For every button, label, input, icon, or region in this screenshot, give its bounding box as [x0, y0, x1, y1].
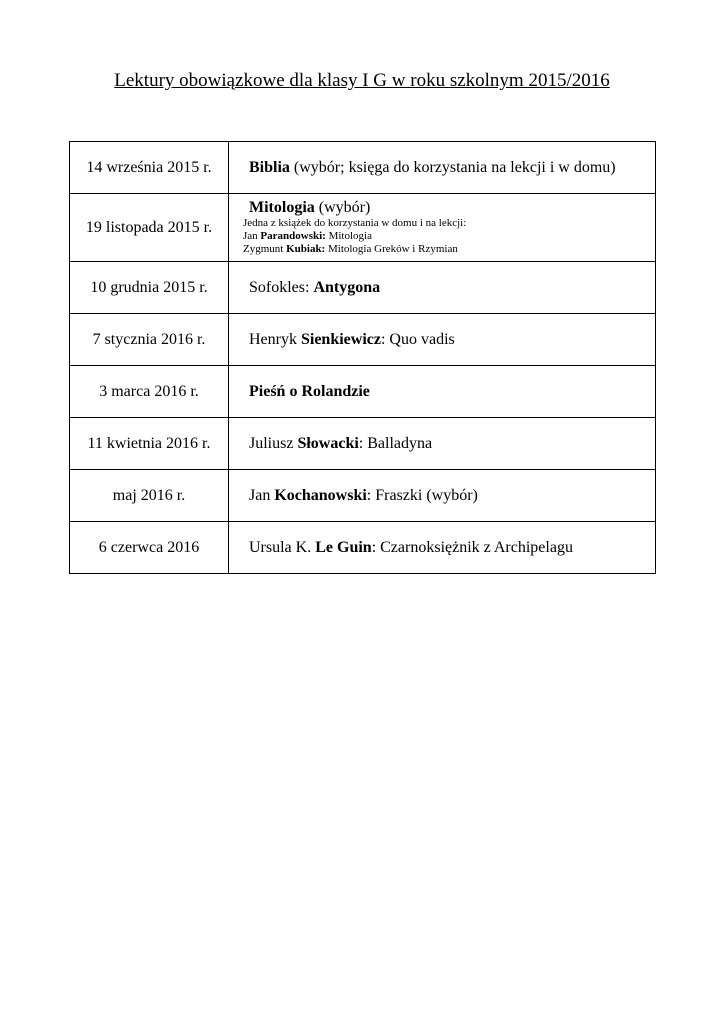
author-name: Henryk — [249, 330, 301, 348]
work-title-bold: Sienkiewicz — [300, 330, 381, 348]
table-row — [70, 418, 656, 470]
reading-date: 7 stycznia 2016 r. — [70, 314, 229, 366]
reading-details: : Czarnoksiężnik z Archipelagu — [371, 538, 573, 556]
reading-date: 3 marca 2016 r. — [70, 366, 229, 418]
work-title-bold: Słowacki — [297, 434, 359, 452]
author-name: Juliusz — [249, 434, 298, 452]
reading-details: : Balladyna — [358, 434, 433, 452]
work-title-bold: Kochanowski — [274, 486, 367, 504]
table-row — [70, 522, 656, 574]
reading-title — [229, 262, 656, 314]
author-name: Jan — [249, 486, 275, 504]
reading-title — [229, 142, 656, 194]
author-name: Ursula K. — [249, 538, 316, 556]
reading-date: 6 czerwca 2016 — [70, 522, 229, 574]
reading-details: (wybór) — [314, 199, 371, 216]
reading-option — [243, 230, 655, 243]
reading-date: 14 września 2015 r. — [70, 142, 229, 194]
option-title: Mitologia Greków i Rzymian — [325, 243, 458, 255]
table-row — [70, 314, 656, 366]
reading-title — [229, 366, 656, 418]
work-title-bold: Antygona — [313, 278, 381, 296]
reading-details: : Quo vadis — [380, 330, 455, 348]
work-title-bold: Biblia — [249, 158, 290, 176]
table-row — [70, 142, 656, 194]
reading-list-table — [69, 141, 656, 574]
reading-title — [229, 522, 656, 574]
reading-date: 19 listopada 2015 r. — [70, 194, 229, 262]
author-name: Zygmunt — [243, 243, 287, 255]
reading-title — [229, 470, 656, 522]
author-name: Sofokles: — [249, 278, 314, 296]
reading-option — [243, 243, 655, 256]
table-row — [70, 366, 656, 418]
reading-title — [229, 418, 656, 470]
work-title-bold: Mitologia — [249, 199, 315, 216]
table-row — [70, 470, 656, 522]
option-title: Mitologia — [325, 230, 372, 242]
author-surname: Kubiak: — [286, 243, 326, 255]
reading-details: : Fraszki (wybór) — [366, 486, 478, 504]
table-row — [70, 262, 656, 314]
reading-date: 10 grudnia 2015 r. — [70, 262, 229, 314]
work-title-bold: Pieśń o Rolandzie — [249, 382, 370, 400]
reading-title — [229, 314, 656, 366]
reading-date: maj 2016 r. — [70, 470, 229, 522]
reading-note: Jedna z książek do korzystania w domu i na lekcji: — [243, 217, 467, 229]
work-title-bold: Le Guin — [315, 538, 372, 556]
author-surname: Parandowski: — [260, 230, 326, 242]
reading-details: (wybór; księga do korzystania na lekcji i w domu) — [289, 158, 616, 176]
reading-title — [229, 194, 656, 262]
author-name: Jan — [243, 230, 261, 242]
table-row — [70, 194, 656, 262]
document-title: Lektury obowiązkowe dla klasy I G w roku szkolnym 2015/2016 — [114, 70, 610, 91]
reading-date: 11 kwietnia 2016 r. — [70, 418, 229, 470]
